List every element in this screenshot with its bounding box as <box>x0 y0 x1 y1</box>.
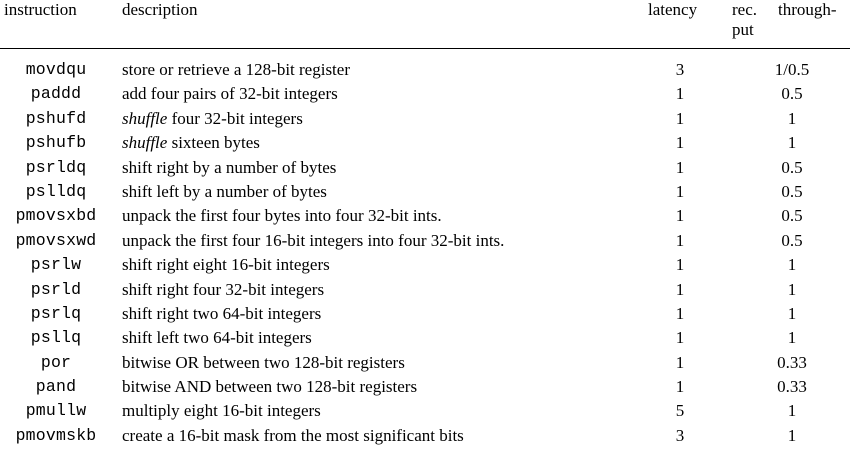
instruction-cell: pmovsxbd <box>15 206 97 226</box>
latency-cell: 3 <box>675 425 685 445</box>
throughput-cell: 0.33 <box>777 377 807 397</box>
instruction-cell: psllq <box>30 328 82 348</box>
throughput-cell: 0.5 <box>781 84 803 104</box>
throughput-cell: 0.33 <box>777 352 807 372</box>
latency-cell: 1 <box>675 157 685 177</box>
instruction-cell: pshufd <box>25 108 87 128</box>
throughput-cell: 1 <box>787 133 797 153</box>
description-text: multiply eight 16-bit integers <box>122 401 321 421</box>
latency-cell: 1 <box>675 255 685 275</box>
description-cell <box>122 426 464 446</box>
description-cell <box>122 231 504 251</box>
instruction-cell: psrlq <box>30 303 82 323</box>
instruction-cell: psrld <box>30 279 82 299</box>
instruction-cell: psrldq <box>25 157 87 177</box>
table-row <box>0 231 850 255</box>
latency-cell: 1 <box>675 230 685 250</box>
header-rule <box>0 48 850 49</box>
latency-cell: 1 <box>675 206 685 226</box>
description-cell <box>122 328 312 348</box>
throughput-cell: 1 <box>787 279 797 299</box>
description-text: shift right by a number of bytes <box>122 157 337 177</box>
latency-cell: 1 <box>675 133 685 153</box>
throughput-cell: 0.5 <box>781 181 803 201</box>
description-cell <box>122 182 327 202</box>
latency-cell: 1 <box>675 377 685 397</box>
table-body <box>0 60 850 450</box>
throughput-cell: 1 <box>787 255 797 275</box>
instruction-cell: por <box>40 352 72 372</box>
table-row <box>0 280 850 304</box>
latency-cell: 1 <box>675 84 685 104</box>
description-cell <box>122 280 324 300</box>
header-rec-line1: rec. <box>732 0 758 19</box>
instruction-cell: pmovmskb <box>15 425 97 445</box>
description-cell <box>122 401 321 421</box>
table-row <box>0 206 850 230</box>
table-row <box>0 133 850 157</box>
latency-cell: 1 <box>675 328 685 348</box>
table-row <box>0 182 850 206</box>
table-row <box>0 84 850 108</box>
table-row <box>0 377 850 401</box>
header-rec <box>732 0 768 40</box>
latency-cell: 1 <box>675 181 685 201</box>
description-cell <box>122 158 336 178</box>
table-row <box>0 109 850 133</box>
table-row <box>0 304 850 328</box>
instruction-cell: pmullw <box>25 401 87 421</box>
latency-cell: 1 <box>675 279 685 299</box>
latency-cell: 1 <box>675 352 685 372</box>
description-cell <box>122 133 260 153</box>
instruction-cell: psrlw <box>30 255 82 275</box>
description-cell <box>122 353 405 373</box>
description-cell <box>122 109 303 129</box>
description-text: create a 16-bit mask from the most significant bits <box>122 425 464 445</box>
throughput-cell: 0.5 <box>781 206 803 226</box>
latency-cell: 5 <box>675 401 685 421</box>
table-row <box>0 401 850 425</box>
description-text: sixteen bytes <box>167 133 260 153</box>
description-italic: shuffle <box>122 133 168 153</box>
description-text: shift left by a number of bytes <box>122 181 327 201</box>
description-text: bitwise OR between two 128-bit registers <box>122 352 405 372</box>
description-text: shift right eight 16-bit integers <box>122 255 330 275</box>
header-latency: latency <box>648 0 698 19</box>
description-text: four 32-bit integers <box>167 108 303 128</box>
description-cell <box>122 84 338 104</box>
table-row <box>0 426 850 450</box>
throughput-cell: 1 <box>787 425 797 445</box>
description-text: unpack the first four bytes into four 32-bit ints. <box>122 206 442 226</box>
header-rec-line2: put <box>732 20 754 39</box>
header-instruction: instruction <box>4 0 77 19</box>
description-text: unpack the first four 16-bit integers into four 32-bit ints. <box>122 230 505 250</box>
instruction-cell: pshufb <box>25 133 87 153</box>
table-row <box>0 255 850 279</box>
latency-cell: 1 <box>675 108 685 128</box>
description-text: store or retrieve a 128-bit register <box>122 60 350 79</box>
description-cell <box>122 206 442 226</box>
table-row <box>0 328 850 352</box>
instruction-cell: pslldq <box>25 181 87 201</box>
description-cell <box>122 60 350 80</box>
throughput-cell: 1 <box>787 303 797 323</box>
throughput-cell: 0.5 <box>781 230 803 250</box>
instruction-cell: pand <box>35 377 77 397</box>
table-header <box>0 0 850 48</box>
instruction-cell: paddd <box>30 84 82 104</box>
description-cell <box>122 377 417 397</box>
table-row <box>0 353 850 377</box>
throughput-cell: 1 <box>787 401 797 421</box>
description-text: bitwise AND between two 128-bit registers <box>122 377 418 397</box>
description-cell <box>122 255 330 275</box>
description-text: shift right two 64-bit integers <box>122 303 322 323</box>
description-cell <box>122 304 321 324</box>
instruction-cell: movdqu <box>25 60 87 79</box>
latency-cell: 3 <box>675 60 685 79</box>
throughput-cell: 0.5 <box>781 157 803 177</box>
header-description: description <box>122 0 198 19</box>
throughput-cell: 1 <box>787 328 797 348</box>
throughput-cell: 1 <box>787 108 797 128</box>
instruction-cell: pmovsxwd <box>15 230 97 250</box>
description-text: shift left two 64-bit integers <box>122 328 312 348</box>
throughput-cell: 1/0.5 <box>774 60 810 79</box>
latency-cell: 1 <box>675 303 685 323</box>
header-throughput: through- <box>778 0 837 19</box>
table-row <box>0 158 850 182</box>
table-row <box>0 60 850 84</box>
description-italic: shuffle <box>122 108 168 128</box>
description-text: shift right four 32-bit integers <box>122 279 325 299</box>
description-text: add four pairs of 32-bit integers <box>122 84 338 104</box>
